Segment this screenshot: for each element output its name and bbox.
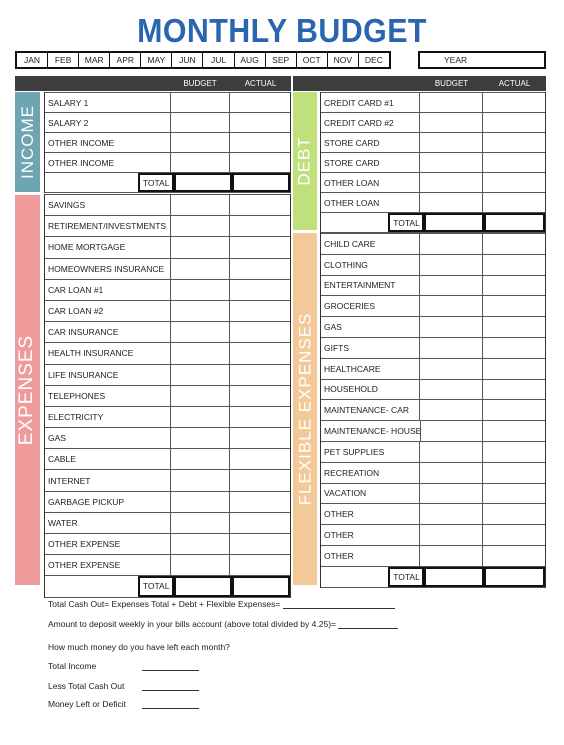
expenses-actual-cell[interactable] bbox=[230, 513, 290, 533]
debt-total-label: TOTAL bbox=[388, 213, 424, 232]
table-row bbox=[321, 152, 545, 172]
expenses-actual-cell[interactable] bbox=[230, 259, 290, 279]
income-actual-cell[interactable] bbox=[230, 153, 290, 172]
flexible-budget-cell[interactable] bbox=[420, 442, 482, 462]
income-budget-cell[interactable] bbox=[171, 153, 231, 172]
table-row bbox=[45, 385, 290, 406]
flexible-budget-cell[interactable] bbox=[420, 338, 482, 358]
income-band bbox=[15, 92, 40, 192]
expenses-budget-cell[interactable] bbox=[171, 428, 231, 448]
expenses-budget-cell[interactable] bbox=[171, 195, 231, 215]
flexible-budget-cell[interactable] bbox=[421, 421, 483, 441]
expenses-total-budget-cell[interactable] bbox=[174, 576, 232, 596]
table-row bbox=[45, 258, 290, 279]
flexible-section-label: FLEXIBLE EXPENSES bbox=[295, 312, 314, 506]
money-left-label: Money Left or Deficit bbox=[48, 699, 126, 709]
expenses-row-label: TELEPHONES bbox=[45, 386, 171, 406]
flexible-row-label: PET SUPPLIES bbox=[321, 442, 420, 462]
expenses-row-label: OTHER EXPENSE bbox=[45, 555, 171, 575]
expenses-total-row bbox=[45, 575, 290, 597]
flexible-row-label: VACATION bbox=[321, 484, 420, 504]
expenses-actual-cell[interactable] bbox=[230, 301, 290, 321]
table-row bbox=[45, 448, 290, 469]
total-income-line bbox=[48, 661, 199, 671]
less-cash-out-line bbox=[48, 681, 199, 691]
table-row bbox=[321, 112, 545, 132]
debt-row-label: OTHER LOAN bbox=[321, 173, 420, 192]
flexible-total-actual-cell[interactable] bbox=[484, 567, 545, 587]
month-selector bbox=[15, 51, 391, 69]
deposit-text: Amount to deposit weekly in your bills account (above total divided by 4.25)= bbox=[48, 619, 336, 629]
debt-actual-cell[interactable] bbox=[483, 133, 545, 152]
table-row bbox=[45, 321, 290, 342]
flexible-actual-cell[interactable] bbox=[483, 546, 545, 566]
table-row bbox=[45, 469, 290, 490]
left-actual-header: ACTUAL bbox=[244, 79, 277, 88]
total-income-blank[interactable] bbox=[142, 661, 199, 671]
expenses-budget-cell[interactable] bbox=[171, 365, 231, 385]
flexible-budget-cell[interactable] bbox=[420, 296, 482, 316]
flexible-total-label: TOTAL bbox=[388, 567, 424, 587]
flexible-budget-cell[interactable] bbox=[420, 380, 482, 400]
flexible-row-label: GROCERIES bbox=[321, 296, 420, 316]
debt-total-budget-cell[interactable] bbox=[424, 213, 485, 232]
income-budget-cell[interactable] bbox=[171, 133, 231, 152]
expenses-actual-cell[interactable] bbox=[230, 428, 290, 448]
flexible-budget-cell[interactable] bbox=[420, 234, 482, 254]
table-row bbox=[45, 194, 290, 215]
income-row-label: SALARY 1 bbox=[45, 93, 171, 112]
expenses-actual-cell[interactable] bbox=[230, 343, 290, 363]
right-budget-header: BUDGET bbox=[434, 79, 469, 88]
table-row bbox=[321, 358, 545, 379]
flexible-row-label: RECREATION bbox=[321, 463, 420, 483]
flexible-row-label: MAINTENANCE- HOUSE bbox=[321, 421, 421, 441]
debt-budget-cell[interactable] bbox=[420, 173, 482, 192]
table-row bbox=[321, 132, 545, 152]
table-row bbox=[321, 483, 545, 504]
flexible-actual-cell[interactable] bbox=[483, 255, 545, 275]
debt-row-label: CREDIT CARD #2 bbox=[321, 113, 420, 132]
expenses-row-label: INTERNET bbox=[45, 470, 171, 490]
income-budget-cell[interactable] bbox=[171, 93, 231, 112]
flexible-row-label: OTHER bbox=[321, 546, 420, 566]
flexible-row-label: CHILD CARE bbox=[321, 234, 420, 254]
table-row bbox=[321, 545, 545, 566]
table-row bbox=[321, 295, 545, 316]
flexible-budget-cell[interactable] bbox=[420, 255, 482, 275]
expenses-budget-cell[interactable] bbox=[171, 492, 231, 512]
month-feb[interactable]: FEB bbox=[48, 53, 79, 67]
debt-budget-cell[interactable] bbox=[420, 153, 482, 172]
debt-actual-cell[interactable] bbox=[483, 113, 545, 132]
expenses-row-label: RETIREMENT/INVESTMENTS bbox=[45, 216, 171, 236]
income-row-label: OTHER INCOME bbox=[45, 153, 171, 172]
flexible-row-label: CLOTHING bbox=[321, 255, 420, 275]
flexible-actual-cell[interactable] bbox=[483, 317, 545, 337]
income-row-label: OTHER INCOME bbox=[45, 133, 171, 152]
expenses-band bbox=[15, 195, 40, 585]
less-cash-out-label: Less Total Cash Out bbox=[48, 681, 125, 691]
month-oct[interactable]: OCT bbox=[297, 53, 328, 67]
expenses-budget-cell[interactable] bbox=[171, 407, 231, 427]
flexible-row-label: OTHER bbox=[321, 504, 420, 524]
debt-table bbox=[320, 92, 546, 233]
flexible-budget-cell[interactable] bbox=[420, 276, 482, 296]
expenses-budget-cell[interactable] bbox=[171, 322, 231, 342]
year-box[interactable] bbox=[418, 51, 546, 69]
flexible-budget-cell[interactable] bbox=[420, 317, 482, 337]
expenses-budget-cell[interactable] bbox=[171, 449, 231, 469]
flexible-total-budget-cell[interactable] bbox=[424, 567, 485, 587]
flexible-actual-cell[interactable] bbox=[483, 400, 545, 420]
expenses-row-label: SAVINGS bbox=[45, 195, 171, 215]
page-title: MONTHLY BUDGET bbox=[137, 12, 427, 49]
income-total-label: TOTAL bbox=[138, 173, 174, 192]
debt-section-label: DEBT bbox=[295, 136, 314, 186]
flexible-budget-cell[interactable] bbox=[420, 463, 482, 483]
expenses-budget-cell[interactable] bbox=[171, 216, 231, 236]
expenses-table bbox=[44, 194, 291, 598]
month-aug[interactable]: AUG bbox=[235, 53, 266, 67]
expenses-actual-cell[interactable] bbox=[230, 237, 290, 257]
total-income-label: Total Income bbox=[48, 661, 97, 671]
table-row bbox=[45, 512, 290, 533]
debt-budget-cell[interactable] bbox=[420, 133, 482, 152]
table-row bbox=[45, 132, 290, 152]
table-row bbox=[321, 172, 545, 192]
table-row bbox=[321, 192, 545, 212]
table-row bbox=[45, 427, 290, 448]
expenses-actual-cell[interactable] bbox=[230, 365, 290, 385]
right-header-bar bbox=[293, 76, 546, 91]
left-header-bar bbox=[15, 76, 291, 91]
debt-budget-cell[interactable] bbox=[420, 93, 482, 112]
flexible-actual-cell[interactable] bbox=[483, 525, 545, 545]
cash-out-line bbox=[48, 599, 395, 609]
table-row bbox=[45, 215, 290, 236]
total-spacer bbox=[321, 567, 388, 587]
debt-actual-cell[interactable] bbox=[483, 93, 545, 112]
month-may[interactable]: MAY bbox=[141, 53, 172, 67]
table-row bbox=[45, 152, 290, 172]
income-total-actual-cell[interactable] bbox=[232, 173, 290, 192]
debt-budget-cell[interactable] bbox=[420, 113, 482, 132]
expenses-row-label: GAS bbox=[45, 428, 171, 448]
expenses-row-label: HOME MORTGAGE bbox=[45, 237, 171, 257]
month-jul[interactable]: JUL bbox=[203, 53, 234, 67]
expenses-row-label: CAR LOAN #2 bbox=[45, 301, 171, 321]
question-text: How much money do you have left each month? bbox=[48, 642, 230, 652]
flexible-actual-cell[interactable] bbox=[483, 504, 545, 524]
flexible-actual-cell[interactable] bbox=[483, 421, 545, 441]
debt-actual-cell[interactable] bbox=[483, 193, 545, 212]
deposit-blank[interactable] bbox=[338, 619, 398, 629]
income-total-budget-cell[interactable] bbox=[174, 173, 232, 192]
expenses-row-label: HOMEOWNERS INSURANCE bbox=[45, 259, 171, 279]
flexible-row-label: HOUSEHOLD bbox=[321, 380, 420, 400]
expenses-actual-cell[interactable] bbox=[230, 322, 290, 342]
debt-total-row bbox=[321, 212, 545, 233]
expenses-row-label: OTHER EXPENSE bbox=[45, 534, 171, 554]
debt-band bbox=[293, 92, 317, 230]
expenses-row-label: GARBAGE PICKUP bbox=[45, 492, 171, 512]
flexible-actual-cell[interactable] bbox=[483, 380, 545, 400]
month-nov[interactable]: NOV bbox=[328, 53, 359, 67]
expenses-budget-cell[interactable] bbox=[171, 280, 231, 300]
expenses-budget-cell[interactable] bbox=[171, 237, 231, 257]
debt-actual-cell[interactable] bbox=[483, 173, 545, 192]
expenses-row-label: CAR INSURANCE bbox=[45, 322, 171, 342]
total-spacer bbox=[45, 576, 138, 596]
right-actual-header: ACTUAL bbox=[498, 79, 531, 88]
expenses-row-label: CABLE bbox=[45, 449, 171, 469]
debt-budget-cell[interactable] bbox=[420, 193, 482, 212]
table-row bbox=[321, 254, 545, 275]
expenses-actual-cell[interactable] bbox=[230, 216, 290, 236]
cash-out-text: Total Cash Out= Expenses Total + Debt + Flexible Expenses= bbox=[48, 599, 281, 609]
expenses-actual-cell[interactable] bbox=[230, 195, 290, 215]
flexible-actual-cell[interactable] bbox=[483, 296, 545, 316]
flexible-row-label: GIFTS bbox=[321, 338, 420, 358]
flexible-actual-cell[interactable] bbox=[483, 463, 545, 483]
flexible-row-label: ENTERTAINMENT bbox=[321, 276, 420, 296]
flexible-budget-cell[interactable] bbox=[420, 359, 482, 379]
table-row bbox=[45, 406, 290, 427]
less-cash-out-blank[interactable] bbox=[142, 681, 199, 691]
table-row bbox=[45, 236, 290, 257]
table-row bbox=[45, 491, 290, 512]
expenses-total-label: TOTAL bbox=[138, 576, 174, 596]
income-row-label: SALARY 2 bbox=[45, 113, 171, 132]
table-row bbox=[321, 524, 545, 545]
table-row bbox=[45, 279, 290, 300]
cash-out-blank[interactable] bbox=[283, 599, 395, 609]
flexible-budget-cell[interactable] bbox=[420, 546, 482, 566]
expenses-actual-cell[interactable] bbox=[230, 534, 290, 554]
income-budget-cell[interactable] bbox=[171, 113, 231, 132]
flexible-budget-cell[interactable] bbox=[420, 504, 482, 524]
debt-total-actual-cell[interactable] bbox=[484, 213, 545, 232]
flexible-band bbox=[293, 233, 317, 585]
money-left-line bbox=[48, 699, 199, 709]
debt-row-label: STORE CARD bbox=[321, 133, 420, 152]
table-row bbox=[45, 112, 290, 132]
table-row bbox=[45, 364, 290, 385]
deposit-line bbox=[48, 619, 398, 629]
flexible-table bbox=[320, 233, 546, 588]
flexible-budget-cell[interactable] bbox=[420, 400, 482, 420]
table-row bbox=[45, 533, 290, 554]
income-table bbox=[44, 92, 291, 193]
flexible-row-label: HEALTHCARE bbox=[321, 359, 420, 379]
flexible-actual-cell[interactable] bbox=[483, 234, 545, 254]
expenses-budget-cell[interactable] bbox=[171, 555, 231, 575]
table-row bbox=[45, 342, 290, 363]
money-left-blank[interactable] bbox=[142, 699, 199, 709]
table-row bbox=[45, 554, 290, 575]
table-row bbox=[321, 399, 545, 420]
expenses-budget-cell[interactable] bbox=[171, 343, 231, 363]
expenses-actual-cell[interactable] bbox=[230, 386, 290, 406]
expenses-actual-cell[interactable] bbox=[230, 555, 290, 575]
month-jan[interactable]: JAN bbox=[17, 53, 48, 67]
table-row bbox=[321, 462, 545, 483]
flexible-budget-cell[interactable] bbox=[420, 525, 482, 545]
expenses-budget-cell[interactable] bbox=[171, 513, 231, 533]
table-row bbox=[321, 441, 545, 462]
debt-actual-cell[interactable] bbox=[483, 153, 545, 172]
debt-row-label: STORE CARD bbox=[321, 153, 420, 172]
year-label: YEAR bbox=[444, 55, 468, 65]
expenses-budget-cell[interactable] bbox=[171, 386, 231, 406]
flexible-row-label: GAS bbox=[321, 317, 420, 337]
flexible-actual-cell[interactable] bbox=[483, 338, 545, 358]
expenses-budget-cell[interactable] bbox=[171, 470, 231, 490]
table-row bbox=[321, 420, 545, 441]
expenses-row-label: ELECTRICITY bbox=[45, 407, 171, 427]
income-section-label: INCOME bbox=[17, 105, 37, 179]
flexible-total-row bbox=[321, 566, 545, 588]
expenses-row-label: WATER bbox=[45, 513, 171, 533]
expenses-actual-cell[interactable] bbox=[230, 449, 290, 469]
flexible-actual-cell[interactable] bbox=[483, 276, 545, 296]
flexible-actual-cell[interactable] bbox=[483, 484, 545, 504]
expenses-actual-cell[interactable] bbox=[230, 280, 290, 300]
expenses-budget-cell[interactable] bbox=[171, 534, 231, 554]
month-mar[interactable]: MAR bbox=[79, 53, 110, 67]
income-actual-cell[interactable] bbox=[230, 93, 290, 112]
flexible-row-label: OTHER bbox=[321, 525, 420, 545]
flexible-budget-cell[interactable] bbox=[420, 484, 482, 504]
debt-row-label: OTHER LOAN bbox=[321, 193, 420, 212]
expenses-budget-cell[interactable] bbox=[171, 259, 231, 279]
table-row bbox=[321, 316, 545, 337]
table-row bbox=[45, 92, 290, 112]
expenses-row-label: HEALTH INSURANCE bbox=[45, 343, 171, 363]
income-actual-cell[interactable] bbox=[230, 113, 290, 132]
expenses-actual-cell[interactable] bbox=[230, 407, 290, 427]
expenses-row-label: LIFE INSURANCE bbox=[45, 365, 171, 385]
table-row bbox=[321, 275, 545, 296]
table-row bbox=[321, 503, 545, 524]
flexible-actual-cell[interactable] bbox=[483, 442, 545, 462]
month-apr[interactable]: APR bbox=[110, 53, 141, 67]
left-budget-header: BUDGET bbox=[183, 79, 217, 88]
table-row bbox=[321, 379, 545, 400]
expenses-actual-cell[interactable] bbox=[230, 492, 290, 512]
expenses-section-label: EXPENSES bbox=[16, 334, 38, 446]
table-row bbox=[321, 337, 545, 358]
flexible-row-label: MAINTENANCE- CAR bbox=[321, 400, 420, 420]
expenses-budget-cell[interactable] bbox=[171, 301, 231, 321]
table-row bbox=[321, 233, 545, 254]
income-actual-cell[interactable] bbox=[230, 133, 290, 152]
month-sep[interactable]: SEP bbox=[266, 53, 297, 67]
table-row bbox=[321, 92, 545, 112]
income-total-row bbox=[45, 172, 290, 193]
month-jun[interactable]: JUN bbox=[172, 53, 203, 67]
debt-row-label: CREDIT CARD #1 bbox=[321, 93, 420, 112]
total-spacer bbox=[45, 173, 138, 192]
table-row bbox=[45, 300, 290, 321]
expenses-total-actual-cell[interactable] bbox=[232, 576, 290, 596]
flexible-actual-cell[interactable] bbox=[483, 359, 545, 379]
month-dec[interactable]: DEC bbox=[364, 55, 383, 65]
total-spacer bbox=[321, 213, 388, 232]
expenses-actual-cell[interactable] bbox=[230, 470, 290, 490]
expenses-row-label: CAR LOAN #1 bbox=[45, 280, 171, 300]
